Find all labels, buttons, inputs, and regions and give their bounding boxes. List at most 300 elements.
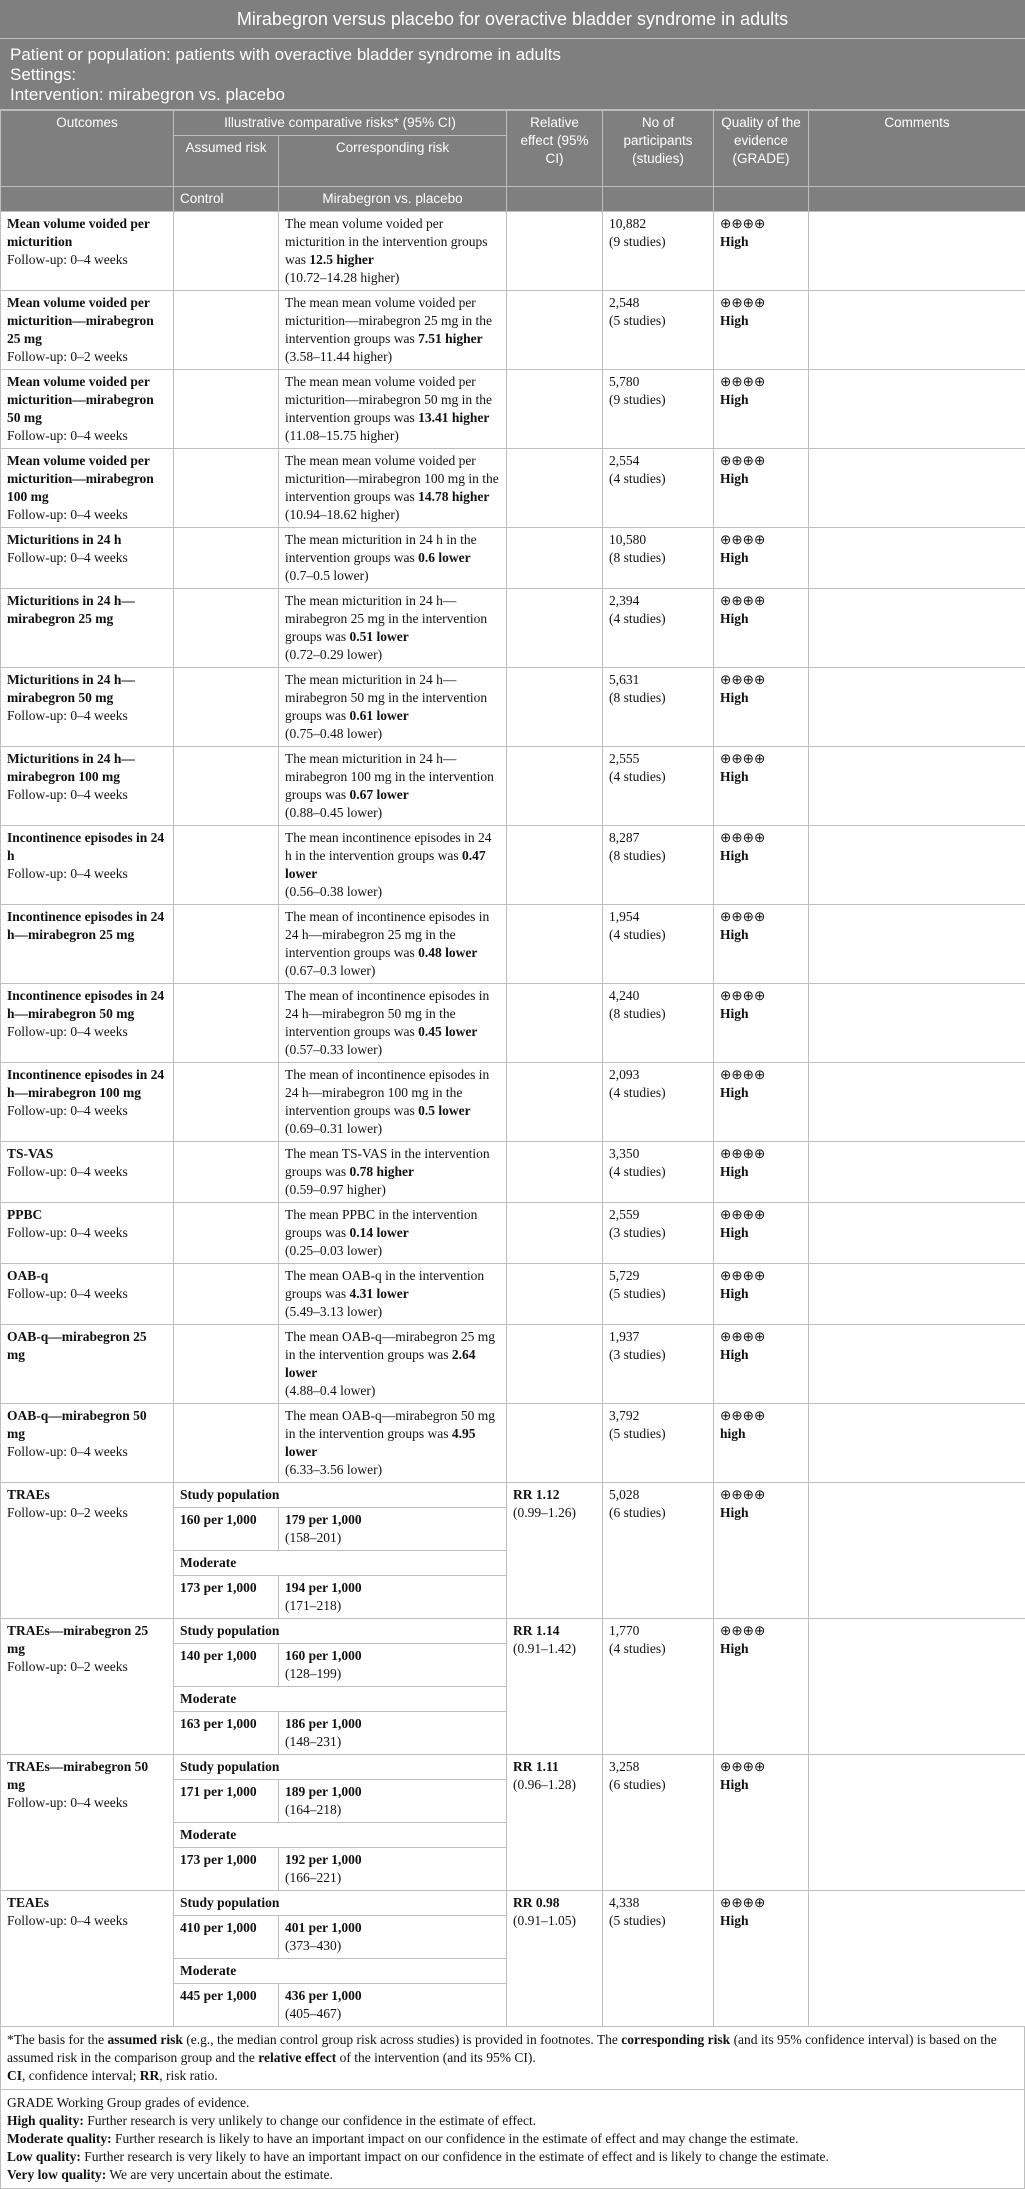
follow-up: Follow-up: 0–4 weeks — [7, 787, 128, 802]
participant-count: 1,770 — [609, 1622, 707, 1640]
corresponding-value: 186 per 1,000 — [285, 1716, 362, 1731]
settings-line: Settings: — [10, 65, 1015, 85]
grade-symbols: ⊕⊕⊕⊕ — [720, 294, 802, 312]
grade-label: High — [720, 1164, 749, 1179]
outcome-name: Mean volume voided per micturition—mirabegron 25 mg — [7, 295, 154, 346]
study-count: (4 studies) — [609, 470, 707, 488]
table-row — [1, 1755, 1025, 1780]
grade-very-low: Very low quality: We are very uncertain about the estimate. — [7, 2166, 1018, 2184]
relative-effect-cell — [507, 528, 603, 589]
table-row — [1, 826, 1025, 905]
grade-symbols: ⊕⊕⊕⊕ — [720, 1066, 802, 1084]
effect-value: 12.5 higher — [309, 252, 374, 267]
corresponding-value: 179 per 1,000 — [285, 1512, 362, 1527]
footnote-text: *The basis for the assumed risk (e.g., the median control group risk across studies) is provided in footnotes. The corresponding risk (and its 95% confidence interval) is based on the assumed risk in the comparison group and the relative effect of the intervention (and its 95% CI). — [7, 2031, 1018, 2067]
table-row — [1, 1483, 1025, 1508]
relative-effect-cell — [507, 291, 603, 370]
assumed-risk-cell — [174, 1644, 279, 1687]
participant-count: 1,954 — [609, 908, 707, 926]
corresponding-ci: (373–430) — [285, 1938, 341, 1953]
risk-ratio-ci: (0.96–1.28) — [513, 1777, 576, 1792]
outcome-cell — [1, 589, 174, 668]
follow-up: Follow-up: 0–4 weeks — [7, 1444, 128, 1459]
participant-count: 2,093 — [609, 1066, 707, 1084]
follow-up: Follow-up: 0–4 weeks — [7, 1913, 128, 1928]
outcome-name: OAB-q — [7, 1268, 48, 1283]
grade-low: Low quality: Further research is very likely to have an important impact on our confidence in the estimate of effect and is likely to change the estimate. — [7, 2148, 1018, 2166]
grade-label: High — [720, 1286, 749, 1301]
header-comments: Comments — [809, 111, 1025, 187]
participants-cell — [603, 1264, 714, 1325]
participants-cell — [603, 1404, 714, 1483]
outcome-name: Incontinence episodes in 24 h—mirabegron 50 mg — [7, 988, 164, 1021]
table-row — [1, 1404, 1025, 1483]
follow-up: Follow-up: 0–4 weeks — [7, 1164, 128, 1179]
outcome-cell — [1, 1404, 174, 1483]
grade-legend — [0, 2090, 1025, 2189]
effect-text: The mean mean volume voided per micturition—mirabegron 100 mg in the intervention groups was — [285, 453, 499, 504]
follow-up: Follow-up: 0–2 weeks — [7, 1659, 128, 1674]
effect-ci-inline: (0.57–0.33 lower) — [285, 1042, 382, 1057]
grade-label: High — [720, 927, 749, 942]
assumed-risk-cell — [174, 1712, 279, 1755]
participant-count: 1,937 — [609, 1328, 707, 1346]
effect-ci: (5.49–3.13 lower) — [285, 1304, 382, 1319]
effect-text: The mean of incontinence episodes in 24 h—mirabegron 100 mg in the intervention groups was — [285, 1067, 489, 1118]
corresponding-risk-cell — [279, 1848, 507, 1891]
table-meta — [0, 39, 1025, 110]
effect-value: 0.51 lower — [350, 629, 409, 644]
quality-cell — [714, 1483, 809, 1619]
corresponding-ci: (164–218) — [285, 1802, 341, 1817]
grade-symbols: ⊕⊕⊕⊕ — [720, 215, 802, 233]
follow-up: Follow-up: 0–4 weeks — [7, 866, 128, 881]
participant-count: 2,548 — [609, 294, 707, 312]
comments-cell — [809, 1891, 1025, 2027]
comments-cell — [809, 668, 1025, 747]
assumed-value: 140 per 1,000 — [180, 1648, 257, 1663]
relative-effect-cell — [507, 589, 603, 668]
participants-cell — [603, 528, 714, 589]
quality-cell — [714, 1755, 809, 1891]
quality-cell — [714, 905, 809, 984]
follow-up: Follow-up: 0–4 weeks — [7, 1286, 128, 1301]
outcome-name: Mean volume voided per micturition — [7, 216, 150, 249]
assumed-risk-cell — [174, 668, 279, 747]
assumed-risk-cell — [174, 1984, 279, 2027]
assumed-risk-cell — [174, 1508, 279, 1551]
outcome-name: Micturitions in 24 h — [7, 532, 121, 547]
outcome-name: TS-VAS — [7, 1146, 53, 1161]
assumed-risk-cell — [174, 1063, 279, 1142]
study-count: (6 studies) — [609, 1776, 707, 1794]
table-title: Mirabegron versus placebo for overactive bladder syndrome in adults — [0, 0, 1025, 39]
effect-value: 2.64 lower — [285, 1347, 475, 1380]
grade-label: High — [720, 1777, 749, 1792]
quality-cell — [714, 212, 809, 291]
outcome-name: TRAEs—mirabegron 50 mg — [7, 1759, 148, 1792]
grade-symbols: ⊕⊕⊕⊕ — [720, 1206, 802, 1224]
assumed-risk-cell — [174, 1325, 279, 1404]
corresponding-risk-cell — [279, 212, 507, 291]
outcome-cell — [1, 291, 174, 370]
effect-value: 0.78 higher — [350, 1164, 415, 1179]
assumed-value: 445 per 1,000 — [180, 1988, 257, 2003]
footnote-block — [0, 2027, 1025, 2090]
assumed-risk-cell — [174, 370, 279, 449]
effect-value: 4.31 lower — [350, 1286, 409, 1301]
participant-count: 3,792 — [609, 1407, 707, 1425]
study-count: (8 studies) — [609, 1005, 707, 1023]
study-count: (9 studies) — [609, 233, 707, 251]
corresponding-risk-cell — [279, 984, 507, 1063]
relative-effect-cell — [507, 1891, 603, 2027]
participants-cell — [603, 1483, 714, 1619]
table-row — [1, 668, 1025, 747]
participant-count: 2,559 — [609, 1206, 707, 1224]
corresponding-risk-cell — [279, 1916, 507, 1959]
grade-symbols: ⊕⊕⊕⊕ — [720, 1267, 802, 1285]
header-blank — [1, 187, 174, 212]
assumed-risk-cell — [174, 1142, 279, 1203]
effect-value: 0.6 lower — [418, 550, 470, 565]
outcome-name: Incontinence episodes in 24 h—mirabegron 100 mg — [7, 1067, 164, 1100]
effect-ci: (11.08–15.75 higher) — [285, 428, 399, 443]
effect-value: 13.41 higher — [418, 410, 489, 425]
grade-symbols: ⊕⊕⊕⊕ — [720, 750, 802, 768]
assumed-risk-cell — [174, 1264, 279, 1325]
participants-cell — [603, 984, 714, 1063]
comments-cell — [809, 1325, 1025, 1404]
participants-cell — [603, 212, 714, 291]
grade-label: High — [720, 471, 749, 486]
corresponding-ci: (128–199) — [285, 1666, 341, 1681]
follow-up: Follow-up: 0–2 weeks — [7, 349, 128, 364]
participant-count: 5,729 — [609, 1267, 707, 1285]
header-comparison: Mirabegron vs. placebo — [279, 187, 507, 212]
summary-of-findings-table — [0, 110, 1025, 2027]
study-count: (9 studies) — [609, 391, 707, 409]
risk-ratio: RR 0.98 — [513, 1895, 560, 1910]
corresponding-ci: (148–231) — [285, 1734, 341, 1749]
effect-text: The mean micturition in 24 h in the intervention groups was — [285, 532, 477, 565]
header-corresponding: Corresponding risk — [279, 136, 507, 187]
grade-symbols: ⊕⊕⊕⊕ — [720, 1145, 802, 1163]
group-label — [174, 1619, 507, 1644]
outcome-cell — [1, 1619, 174, 1755]
follow-up: Follow-up: 0–4 weeks — [7, 252, 128, 267]
follow-up: Follow-up: 0–4 weeks — [7, 1225, 128, 1240]
population-line: Patient or population: patients with overactive bladder syndrome in adults — [10, 45, 1015, 65]
corresponding-value: 189 per 1,000 — [285, 1784, 362, 1799]
outcome-name: Mean volume voided per micturition—mirabegron 50 mg — [7, 374, 154, 425]
risk-ratio-ci: (0.91–1.42) — [513, 1641, 576, 1656]
comments-cell — [809, 589, 1025, 668]
effect-ci-inline: (0.67–0.3 lower) — [285, 963, 375, 978]
corresponding-ci: (405–467) — [285, 2006, 341, 2021]
risk-ratio-ci: (0.99–1.26) — [513, 1505, 576, 1520]
corresponding-value: 436 per 1,000 — [285, 1988, 362, 2003]
header-assumed: Assumed risk — [174, 136, 279, 187]
assumed-value: 160 per 1,000 — [180, 1512, 257, 1527]
comments-cell — [809, 984, 1025, 1063]
table-row — [1, 291, 1025, 370]
outcome-name: TEAEs — [7, 1895, 49, 1910]
effect-text: The mean PPBC in the intervention groups was — [285, 1207, 477, 1240]
corresponding-value: 194 per 1,000 — [285, 1580, 362, 1595]
header-blank — [603, 187, 714, 212]
study-count: (6 studies) — [609, 1504, 707, 1522]
participants-cell — [603, 449, 714, 528]
grade-label: High — [720, 550, 749, 565]
quality-cell — [714, 1142, 809, 1203]
header-blank — [714, 187, 809, 212]
outcome-name: Incontinence episodes in 24 h—mirabegron 25 mg — [7, 909, 164, 942]
effect-text: The mean OAB-q in the intervention groups was — [285, 1268, 484, 1301]
outcome-cell — [1, 905, 174, 984]
effect-text: The mean OAB-q—mirabegron 50 mg in the intervention groups was — [285, 1408, 495, 1441]
effect-value: 0.61 lower — [350, 708, 409, 723]
header-participants: No of participants (studies) — [603, 111, 714, 187]
corresponding-risk-cell — [279, 668, 507, 747]
grade-label: High — [720, 848, 749, 863]
grade-label: High — [720, 1225, 749, 1240]
relative-effect-cell — [507, 747, 603, 826]
participant-count: 2,394 — [609, 592, 707, 610]
abbreviation-text: CI, confidence interval; RR, risk ratio. — [7, 2067, 1018, 2085]
outcome-name: TRAEs — [7, 1487, 50, 1502]
assumed-value: 163 per 1,000 — [180, 1716, 257, 1731]
study-count: (3 studies) — [609, 1224, 707, 1242]
header-outcomes: Outcomes — [1, 111, 174, 187]
outcome-cell — [1, 1063, 174, 1142]
table-row — [1, 984, 1025, 1063]
grade-symbols: ⊕⊕⊕⊕ — [720, 908, 802, 926]
study-count: (4 studies) — [609, 1640, 707, 1658]
comments-cell — [809, 1483, 1025, 1619]
quality-cell — [714, 1891, 809, 2027]
effect-ci: (0.72–0.29 lower) — [285, 647, 382, 662]
grade-symbols: ⊕⊕⊕⊕ — [720, 1486, 802, 1504]
outcome-cell — [1, 212, 174, 291]
corresponding-value: 401 per 1,000 — [285, 1920, 362, 1935]
effect-ci: (0.56–0.38 lower) — [285, 884, 382, 899]
participants-cell — [603, 1891, 714, 2027]
comments-cell — [809, 1264, 1025, 1325]
comments-cell — [809, 370, 1025, 449]
effect-text: The mean mean volume voided per micturition—mirabegron 25 mg in the intervention groups was — [285, 295, 492, 346]
effect-value: 0.48 lower — [418, 945, 477, 960]
follow-up: Follow-up: 0–4 weeks — [7, 507, 128, 522]
grade-symbols: ⊕⊕⊕⊕ — [720, 987, 802, 1005]
corresponding-risk-cell — [279, 370, 507, 449]
grade-symbols: ⊕⊕⊕⊕ — [720, 1758, 802, 1776]
assumed-value: 173 per 1,000 — [180, 1580, 257, 1595]
effect-text: The mean of incontinence episodes in 24 h—mirabegron 25 mg in the intervention groups was — [285, 909, 489, 960]
assumed-risk-cell — [174, 747, 279, 826]
participants-cell — [603, 668, 714, 747]
outcome-cell — [1, 668, 174, 747]
effect-value: 7.51 higher — [418, 331, 483, 346]
comments-cell — [809, 212, 1025, 291]
study-count: (5 studies) — [609, 312, 707, 330]
effect-ci: (3.58–11.44 higher) — [285, 349, 392, 364]
outcome-name: TRAEs—mirabegron 25 mg — [7, 1623, 148, 1656]
effect-value: 0.45 lower — [418, 1024, 477, 1039]
relative-effect-cell — [507, 1619, 603, 1755]
study-count: (8 studies) — [609, 549, 707, 567]
relative-effect-cell — [507, 212, 603, 291]
outcome-name: OAB-q—mirabegron 25 mg — [7, 1329, 147, 1362]
study-count: (4 studies) — [609, 610, 707, 628]
quality-cell — [714, 528, 809, 589]
study-count: (8 studies) — [609, 689, 707, 707]
relative-effect-cell — [507, 1203, 603, 1264]
relative-effect-cell — [507, 1063, 603, 1142]
comments-cell — [809, 1063, 1025, 1142]
participants-cell — [603, 1325, 714, 1404]
grade-label: High — [720, 313, 749, 328]
study-count: (3 studies) — [609, 1346, 707, 1364]
corresponding-value: 192 per 1,000 — [285, 1852, 362, 1867]
assumed-risk-cell — [174, 905, 279, 984]
participant-count: 5,631 — [609, 671, 707, 689]
quality-cell — [714, 1264, 809, 1325]
grade-heading: GRADE Working Group grades of evidence. — [7, 2094, 1018, 2112]
corresponding-risk-cell — [279, 905, 507, 984]
corresponding-risk-cell — [279, 1325, 507, 1404]
corresponding-risk-cell — [279, 826, 507, 905]
effect-text: The mean micturition in 24 h—mirabegron 100 mg in the intervention groups was — [285, 751, 494, 802]
outcome-name: Micturitions in 24 h—mirabegron 100 mg — [7, 751, 135, 784]
grade-symbols: ⊕⊕⊕⊕ — [720, 373, 802, 391]
outcome-cell — [1, 1483, 174, 1619]
outcome-cell — [1, 747, 174, 826]
outcome-cell — [1, 984, 174, 1063]
comments-cell — [809, 1619, 1025, 1755]
comments-cell — [809, 291, 1025, 370]
outcome-name: OAB-q—mirabegron 50 mg — [7, 1408, 147, 1441]
corresponding-risk-cell — [279, 1576, 507, 1619]
participant-count: 5,780 — [609, 373, 707, 391]
grade-label: High — [720, 690, 749, 705]
risk-ratio: RR 1.11 — [513, 1759, 559, 1774]
effect-ci: (10.94–18.62 higher) — [285, 507, 399, 522]
corresponding-risk-cell — [279, 1404, 507, 1483]
outcome-cell — [1, 1325, 174, 1404]
comments-cell — [809, 1404, 1025, 1483]
effect-ci: (0.25–0.03 lower) — [285, 1243, 382, 1258]
participant-count: 2,555 — [609, 750, 707, 768]
relative-effect-cell — [507, 1755, 603, 1891]
assumed-risk-cell — [174, 589, 279, 668]
corresponding-ci: (166–221) — [285, 1870, 341, 1885]
effect-text: The mean OAB-q—mirabegron 25 mg in the intervention groups was — [285, 1329, 495, 1362]
grade-label: high — [720, 1426, 746, 1441]
participant-count: 3,258 — [609, 1758, 707, 1776]
grade-label: High — [720, 1505, 749, 1520]
header-blank — [507, 187, 603, 212]
assumed-risk-cell — [174, 1576, 279, 1619]
corresponding-risk-cell — [279, 747, 507, 826]
corresponding-risk-cell — [279, 1142, 507, 1203]
group-name: Moderate — [180, 1963, 236, 1978]
intervention-line: Intervention: mirabegron vs. placebo — [10, 85, 1015, 105]
effect-ci: (4.88–0.4 lower) — [285, 1383, 375, 1398]
table-row — [1, 1619, 1025, 1644]
grade-label: High — [720, 1347, 749, 1362]
follow-up: Follow-up: 0–2 weeks — [7, 1505, 128, 1520]
participants-cell — [603, 1755, 714, 1891]
relative-effect-cell — [507, 1325, 603, 1404]
quality-cell — [714, 984, 809, 1063]
follow-up: Follow-up: 0–4 weeks — [7, 1024, 128, 1039]
grade-label: High — [720, 611, 749, 626]
comments-cell — [809, 905, 1025, 984]
study-count: (4 studies) — [609, 768, 707, 786]
participant-count: 10,580 — [609, 531, 707, 549]
group-label — [174, 1959, 507, 1984]
corresponding-risk-cell — [279, 291, 507, 370]
group-label — [174, 1755, 507, 1780]
group-name: Study population — [180, 1759, 279, 1774]
outcome-name: Micturitions in 24 h—mirabegron 25 mg — [7, 593, 135, 626]
relative-effect-cell — [507, 826, 603, 905]
group-name: Moderate — [180, 1555, 236, 1570]
corresponding-ci: (158–201) — [285, 1530, 341, 1545]
grade-symbols: ⊕⊕⊕⊕ — [720, 1622, 802, 1640]
effect-text: The mean mean volume voided per micturition—mirabegron 50 mg in the intervention groups was — [285, 374, 492, 425]
participant-count: 4,338 — [609, 1894, 707, 1912]
header-relative: Relative effect (95% CI) — [507, 111, 603, 187]
quality-cell — [714, 1063, 809, 1142]
table-row — [1, 589, 1025, 668]
quality-cell — [714, 449, 809, 528]
effect-ci: (6.33–3.56 lower) — [285, 1462, 382, 1477]
grade-high: High quality: Further research is very unlikely to change our confidence in the estimate of effect. — [7, 2112, 1018, 2130]
outcome-name: Mean volume voided per micturition—mirabegron 100 mg — [7, 453, 154, 504]
corresponding-risk-cell — [279, 1644, 507, 1687]
comments-cell — [809, 747, 1025, 826]
participants-cell — [603, 1142, 714, 1203]
relative-effect-cell — [507, 905, 603, 984]
outcome-cell — [1, 1755, 174, 1891]
effect-value: 0.14 lower — [350, 1225, 409, 1240]
study-count: (5 studies) — [609, 1285, 707, 1303]
group-label — [174, 1823, 507, 1848]
corresponding-risk-cell — [279, 589, 507, 668]
grade-moderate: Moderate quality: Further research is likely to have an important impact on our confidence in the estimate of effect and may change the estimate. — [7, 2130, 1018, 2148]
group-label — [174, 1891, 507, 1916]
grade-symbols: ⊕⊕⊕⊕ — [720, 592, 802, 610]
outcome-name: Micturitions in 24 h—mirabegron 50 mg — [7, 672, 135, 705]
comments-cell — [809, 528, 1025, 589]
comments-cell — [809, 449, 1025, 528]
grade-symbols: ⊕⊕⊕⊕ — [720, 531, 802, 549]
study-count: (5 studies) — [609, 1425, 707, 1443]
effect-value: 14.78 higher — [418, 489, 489, 504]
header-quality: Quality of the evidence (GRADE) — [714, 111, 809, 187]
quality-cell — [714, 291, 809, 370]
table-row — [1, 370, 1025, 449]
grade-label: High — [720, 1006, 749, 1021]
study-count: (5 studies) — [609, 1912, 707, 1930]
follow-up: Follow-up: 0–4 weeks — [7, 708, 128, 723]
comments-cell — [809, 1755, 1025, 1891]
quality-cell — [714, 1404, 809, 1483]
outcome-cell — [1, 826, 174, 905]
quality-cell — [714, 747, 809, 826]
